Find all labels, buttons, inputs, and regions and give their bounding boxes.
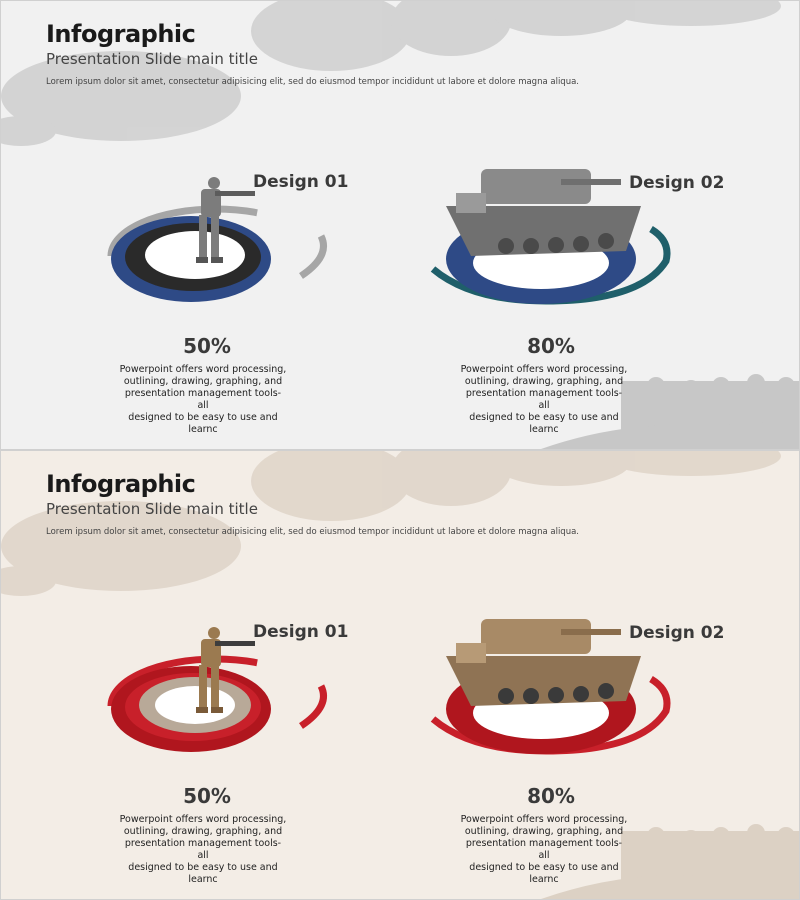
percent-value-2: 80%	[527, 784, 575, 808]
tank-icon	[1, 451, 799, 899]
slide-intro-text: Lorem ipsum dolor sit amet, consectetur adipisicing elit, sed do eiusmod tempor incididunt ut labore et dolore magna aliqua.	[46, 527, 580, 537]
design-label-2: Design 02	[629, 173, 725, 193]
design-label-2: Design 02	[629, 623, 725, 643]
slide-intro-text: Lorem ipsum dolor sit amet, consectetur adipisicing elit, sed do eiusmod tempor incididunt ut labore et dolore magna aliqua.	[46, 77, 580, 87]
slide-subtitle: Presentation Slide main title	[46, 50, 258, 68]
description-1: Powerpoint offers word processing, outlining, drawing, graphing, and presentation management tools- all designed to be easy to use and learnc	[119, 364, 287, 435]
slide-desert	[0, 450, 800, 900]
percent-value-1: 50%	[183, 784, 231, 808]
slide-title: Infographic	[46, 20, 196, 48]
tank-icon	[1, 1, 799, 449]
description-2: Powerpoint offers word processing, outlining, drawing, graphing, and presentation management tools- all designed to be easy to use and learnc	[460, 364, 628, 435]
percent-value-1: 50%	[183, 334, 231, 358]
slide-subtitle: Presentation Slide main title	[46, 500, 258, 518]
design-label-1: Design 01	[253, 172, 349, 192]
slide-title: Infographic	[46, 470, 196, 498]
percent-value-2: 80%	[527, 334, 575, 358]
description-1: Powerpoint offers word processing, outlining, drawing, graphing, and presentation management tools- all designed to be easy to use and learnc	[119, 814, 287, 885]
design-label-1: Design 01	[253, 622, 349, 642]
description-2: Powerpoint offers word processing, outlining, drawing, graphing, and presentation management tools- all designed to be easy to use and learnc	[460, 814, 628, 885]
